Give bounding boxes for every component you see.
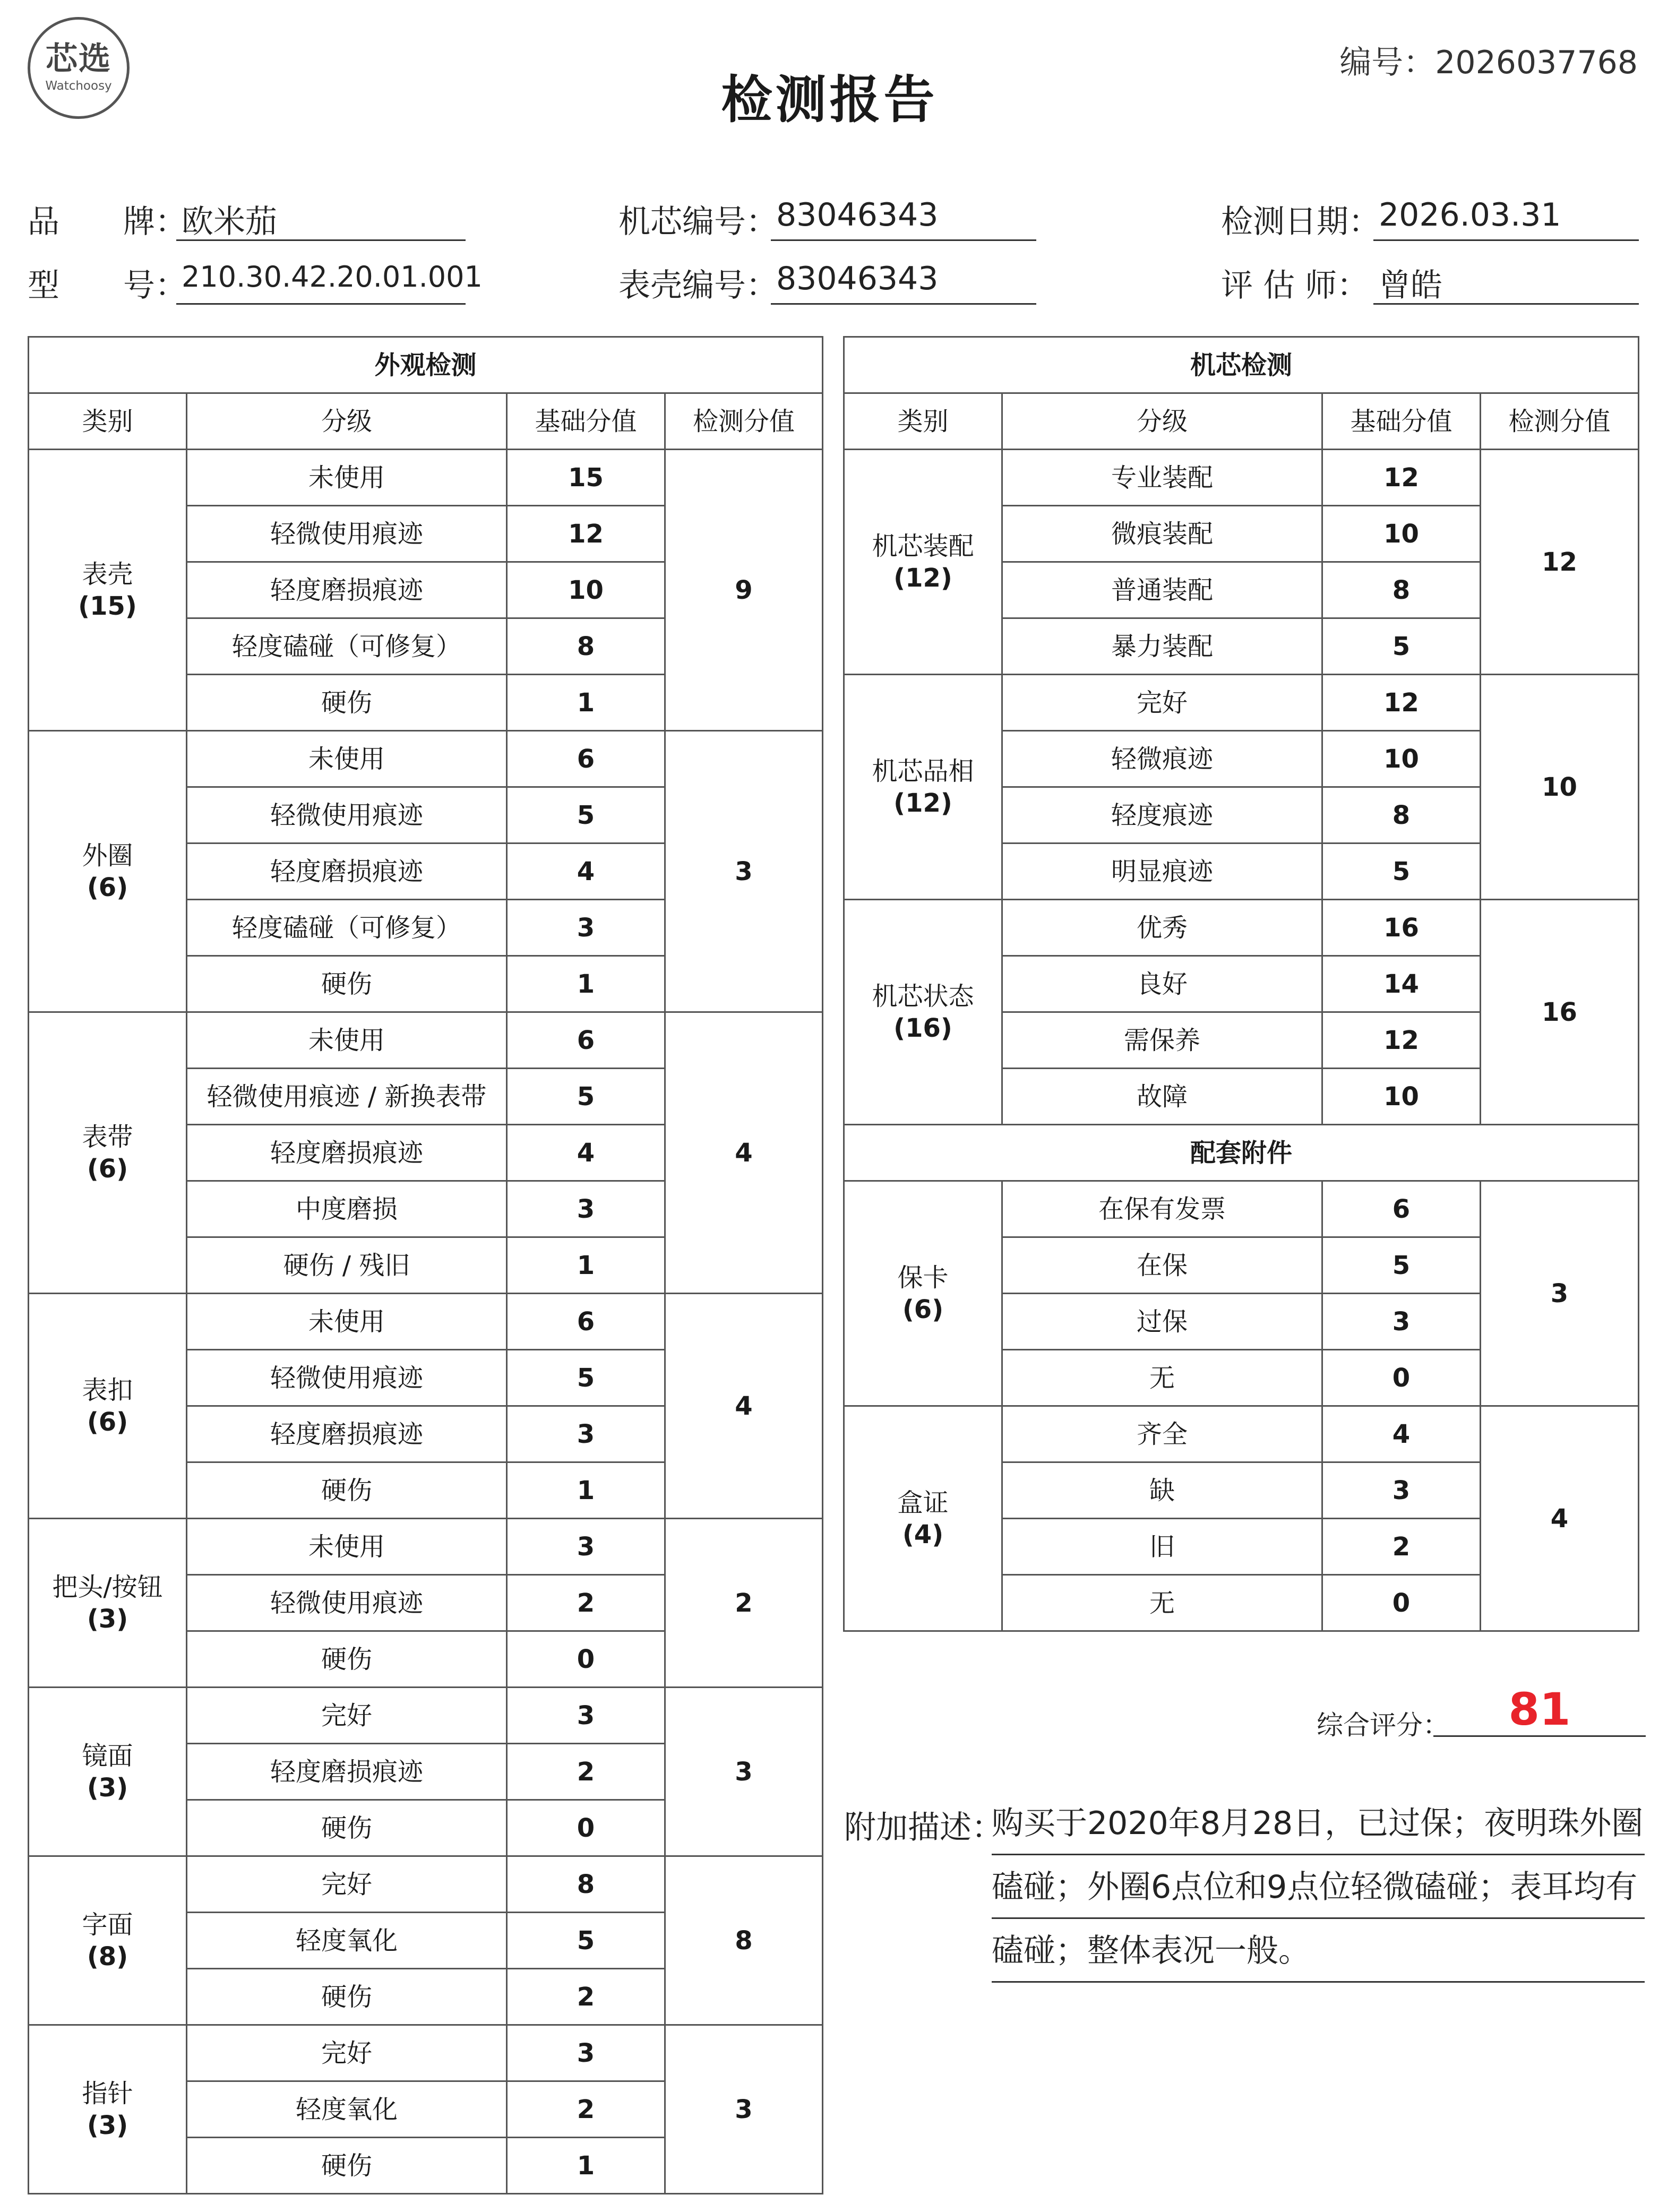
base-score-cell: 10 — [1322, 506, 1481, 562]
date-label: 检测日期： — [1221, 203, 1380, 240]
brand-label: 品 牌： — [28, 203, 187, 240]
category-cell — [29, 731, 187, 1012]
table-row — [29, 731, 823, 787]
base-score-cell: 3 — [507, 2025, 665, 2081]
grade-cell: 硬伤 — [187, 2138, 507, 2194]
grade-cell: 在保 — [1002, 1237, 1322, 1294]
category-name: 盒证 — [897, 1487, 949, 1518]
base-score-cell: 1 — [507, 2138, 665, 2194]
category-max-score: (6) — [87, 872, 128, 902]
detected-score-cell: 3 — [665, 1688, 823, 1856]
description-label: 附加描述： — [844, 1809, 1003, 1846]
grade-cell: 暴力装配 — [1002, 618, 1322, 675]
grade-cell: 轻度磨损痕迹 — [187, 1406, 507, 1462]
base-score-cell: 8 — [507, 1856, 665, 1913]
base-score-cell: 8 — [1322, 562, 1481, 618]
table-title: 机芯检测 — [844, 337, 1639, 393]
grade-cell: 硬伤 — [187, 1969, 507, 2025]
base-score-cell: 3 — [507, 1519, 665, 1575]
table-row — [844, 1406, 1639, 1462]
model-field — [28, 260, 483, 306]
category-cell — [29, 1856, 187, 2025]
detected-score-cell: 3 — [665, 2025, 823, 2194]
category-cell — [844, 675, 1002, 900]
detected-score-cell: 16 — [1481, 900, 1639, 1125]
category-name: 表壳 — [82, 559, 133, 589]
table-row — [844, 675, 1639, 731]
base-score-cell: 6 — [1322, 1181, 1481, 1237]
detected-score-cell: 2 — [665, 1519, 823, 1688]
category-cell — [29, 450, 187, 731]
report-number: 编号：2026037768 — [1339, 44, 1638, 81]
grade-cell: 专业装配 — [1002, 450, 1322, 506]
description-line: 磕碰；整体表况一般。 — [992, 1919, 1645, 1983]
base-score-cell: 16 — [1322, 900, 1481, 956]
base-score-cell: 8 — [507, 618, 665, 675]
model-value: 210.30.42.20.01.001 — [176, 260, 466, 305]
base-score-cell: 6 — [507, 1294, 665, 1350]
detected-score-cell: 9 — [665, 450, 823, 731]
category-name: 指针 — [82, 2078, 133, 2108]
grade-cell: 轻微使用痕迹 — [187, 787, 507, 844]
grade-cell: 轻度磕碰（可修复） — [187, 900, 507, 956]
movement-no-field — [618, 196, 939, 242]
grade-cell: 完好 — [187, 2025, 507, 2081]
base-score-cell: 0 — [1322, 1575, 1481, 1631]
appearance-table — [28, 336, 823, 2194]
category-max-score: (6) — [902, 1294, 944, 1324]
category-name: 镜面 — [82, 1741, 133, 1771]
base-score-cell: 6 — [507, 1012, 665, 1069]
base-score-cell: 3 — [507, 1181, 665, 1237]
grade-cell: 硬伤 — [187, 1462, 507, 1519]
grade-cell: 齐全 — [1002, 1406, 1322, 1462]
grade-cell: 微痕装配 — [1002, 506, 1322, 562]
table-row — [29, 1856, 823, 1913]
category-cell — [29, 1012, 187, 1294]
grade-cell: 轻微使用痕迹 — [187, 506, 507, 562]
base-score-cell: 1 — [507, 956, 665, 1012]
grade-cell: 轻度氧化 — [187, 2081, 507, 2138]
base-score-cell: 15 — [507, 450, 665, 506]
base-score-cell: 5 — [507, 1069, 665, 1125]
grade-cell: 硬伤 — [187, 675, 507, 731]
category-cell — [844, 1406, 1002, 1631]
grade-cell: 需保养 — [1002, 1012, 1322, 1069]
overall-score-value: 81 — [1433, 1683, 1646, 1737]
category-max-score: (6) — [87, 1154, 128, 1184]
grade-cell: 硬伤 — [187, 956, 507, 1012]
base-score-cell: 10 — [507, 562, 665, 618]
category-name: 外圈 — [82, 840, 133, 871]
base-score-cell: 3 — [1322, 1462, 1481, 1519]
base-score-cell: 3 — [507, 1688, 665, 1744]
date-field — [1221, 196, 1561, 242]
date-value: 2026.03.31 — [1373, 196, 1639, 241]
grade-cell: 无 — [1002, 1575, 1322, 1631]
grade-cell: 优秀 — [1002, 900, 1322, 956]
base-score-cell: 2 — [507, 1969, 665, 2025]
case-no-label: 表壳编号： — [618, 267, 778, 304]
base-score-cell: 4 — [507, 844, 665, 900]
grade-cell: 硬伤 — [187, 1800, 507, 1856]
base-score-cell: 5 — [1322, 844, 1481, 900]
model-label: 型 号： — [28, 267, 187, 304]
logo-text-en: Watchoosy — [45, 79, 112, 93]
table-row — [844, 450, 1639, 506]
base-score-cell: 3 — [507, 900, 665, 956]
category-max-score: (8) — [87, 1941, 128, 1972]
category-max-score: (6) — [87, 1407, 128, 1437]
category-cell — [844, 450, 1002, 675]
category-cell — [844, 900, 1002, 1125]
grade-cell: 明显痕迹 — [1002, 844, 1322, 900]
category-header: 类别 — [844, 393, 1002, 450]
grade-cell: 轻度痕迹 — [1002, 787, 1322, 844]
base-score-cell: 6 — [507, 731, 665, 787]
base-score-cell: 3 — [507, 1406, 665, 1462]
category-max-score: (12) — [893, 563, 952, 593]
grade-cell: 故障 — [1002, 1069, 1322, 1125]
table-row — [844, 1125, 1639, 1181]
category-name: 机芯状态 — [872, 981, 974, 1011]
movement-no-label: 机芯编号： — [618, 203, 778, 240]
movement-no-value: 83046343 — [771, 196, 1036, 241]
grade-cell: 未使用 — [187, 1294, 507, 1350]
base-score-cell: 5 — [507, 787, 665, 844]
table-row — [29, 1294, 823, 1350]
grade-cell: 轻度氧化 — [187, 1913, 507, 1969]
base-score-cell: 2 — [507, 1575, 665, 1631]
base-score-cell: 2 — [1322, 1519, 1481, 1575]
case-no-field — [618, 260, 939, 306]
detected-score-cell: 4 — [1481, 1406, 1639, 1631]
table-row — [29, 393, 823, 450]
table-title: 外观检测 — [29, 337, 823, 393]
grade-header: 分级 — [1002, 393, 1322, 450]
table-row — [29, 2025, 823, 2081]
base-score-cell: 1 — [507, 1462, 665, 1519]
grade-cell: 完好 — [187, 1856, 507, 1913]
table-row — [29, 1519, 823, 1575]
grade-cell: 轻度磨损痕迹 — [187, 1125, 507, 1181]
logo-text-cn: 芯选 — [46, 40, 111, 78]
base-score-cell: 0 — [1322, 1350, 1481, 1406]
description-line: 购买于2020年8月28日，已过保；夜明珠外圈 — [992, 1792, 1645, 1855]
grade-cell: 完好 — [187, 1688, 507, 1744]
detected-score-cell: 4 — [665, 1012, 823, 1294]
description-line: 磕碰；外圈6点位和9点位轻微磕碰；表耳均有 — [992, 1855, 1645, 1919]
grade-cell: 旧 — [1002, 1519, 1322, 1575]
grade-cell: 轻度磨损痕迹 — [187, 844, 507, 900]
detected-score-cell: 3 — [1481, 1181, 1639, 1406]
base-score-cell: 12 — [507, 506, 665, 562]
detected-score-cell: 10 — [1481, 675, 1639, 900]
table-row — [29, 337, 823, 393]
base-score-cell: 12 — [1322, 1012, 1481, 1069]
grade-cell: 未使用 — [187, 731, 507, 787]
base-score-cell: 5 — [1322, 618, 1481, 675]
base-score-cell: 2 — [507, 2081, 665, 2138]
base-score-cell: 10 — [1322, 731, 1481, 787]
grade-cell: 在保有发票 — [1002, 1181, 1322, 1237]
grade-cell: 轻微痕迹 — [1002, 731, 1322, 787]
category-max-score: (12) — [893, 788, 952, 818]
category-cell — [29, 1294, 187, 1519]
base-score-cell: 10 — [1322, 1069, 1481, 1125]
table-row — [844, 337, 1639, 393]
detected-score-header: 检测分值 — [665, 393, 823, 450]
base-score-cell: 4 — [1322, 1406, 1481, 1462]
base-score-cell: 0 — [507, 1800, 665, 1856]
base-score-cell: 1 — [507, 1237, 665, 1294]
base-score-header: 基础分值 — [507, 393, 665, 450]
case-no-value: 83046343 — [771, 260, 1036, 305]
table-row — [844, 1181, 1639, 1237]
grade-cell: 轻度磕碰（可修复） — [187, 618, 507, 675]
table-row — [844, 900, 1639, 956]
category-max-score: (3) — [87, 1604, 128, 1634]
category-name: 把头/按钮 — [52, 1572, 163, 1602]
grade-cell: 轻微使用痕迹 / 新换表带 — [187, 1069, 507, 1125]
base-score-cell: 1 — [507, 675, 665, 731]
grade-cell: 缺 — [1002, 1462, 1322, 1519]
appraiser-field — [1221, 260, 1442, 306]
detected-score-cell: 12 — [1481, 450, 1639, 675]
category-cell — [29, 1688, 187, 1856]
category-cell — [844, 1181, 1002, 1406]
grade-cell: 轻微使用痕迹 — [187, 1350, 507, 1406]
brand-field — [28, 196, 277, 242]
base-score-cell: 2 — [507, 1744, 665, 1800]
table-row — [29, 1012, 823, 1069]
grade-cell: 轻度磨损痕迹 — [187, 1744, 507, 1800]
table-row — [844, 393, 1639, 450]
appraiser-value: 曾皓 — [1373, 260, 1639, 305]
table-row — [29, 450, 823, 506]
base-score-cell: 0 — [507, 1631, 665, 1688]
base-score-cell: 5 — [507, 1350, 665, 1406]
category-header: 类别 — [29, 393, 187, 450]
page-title: 检测报告 — [721, 70, 938, 130]
detected-score-cell: 3 — [665, 731, 823, 1012]
category-name: 机芯装配 — [872, 531, 974, 561]
detected-score-cell: 4 — [665, 1294, 823, 1519]
base-score-cell: 3 — [1322, 1294, 1481, 1350]
table-row — [29, 1688, 823, 1744]
category-name: 机芯品相 — [872, 756, 974, 786]
brand-value: 欧米茄 — [176, 196, 466, 241]
grade-cell: 未使用 — [187, 1012, 507, 1069]
grade-cell: 硬伤 / 残旧 — [187, 1237, 507, 1294]
category-max-score: (16) — [893, 1013, 952, 1043]
accessories-title: 配套附件 — [844, 1125, 1639, 1181]
category-name: 保卡 — [897, 1262, 949, 1293]
grade-cell: 轻微使用痕迹 — [187, 1575, 507, 1631]
category-cell — [29, 2025, 187, 2194]
overall-score-label: 综合评分： — [1317, 1710, 1449, 1741]
detected-score-header: 检测分值 — [1481, 393, 1639, 450]
category-max-score: (3) — [87, 1772, 128, 1803]
grade-cell: 中度磨损 — [187, 1181, 507, 1237]
detected-score-cell: 8 — [665, 1856, 823, 2025]
grade-cell: 良好 — [1002, 956, 1322, 1012]
grade-cell: 过保 — [1002, 1294, 1322, 1350]
category-max-score: (4) — [902, 1519, 944, 1550]
grade-cell: 未使用 — [187, 450, 507, 506]
category-name: 字面 — [82, 1909, 133, 1940]
category-cell — [29, 1519, 187, 1688]
base-score-cell: 12 — [1322, 450, 1481, 506]
movement-table — [843, 336, 1639, 1632]
grade-cell: 无 — [1002, 1350, 1322, 1406]
base-score-cell: 14 — [1322, 956, 1481, 1012]
grade-cell: 硬伤 — [187, 1631, 507, 1688]
base-score-cell: 5 — [507, 1913, 665, 1969]
grade-cell: 未使用 — [187, 1519, 507, 1575]
base-score-cell: 5 — [1322, 1237, 1481, 1294]
category-max-score: (3) — [87, 2110, 128, 2140]
base-score-header: 基础分值 — [1322, 393, 1481, 450]
grade-header: 分级 — [187, 393, 507, 450]
base-score-cell: 4 — [507, 1125, 665, 1181]
category-name: 表带 — [82, 1122, 133, 1152]
grade-cell: 轻度磨损痕迹 — [187, 562, 507, 618]
appraiser-label: 评 估 师： — [1221, 267, 1369, 304]
grade-cell: 完好 — [1002, 675, 1322, 731]
grade-cell: 普通装配 — [1002, 562, 1322, 618]
category-name: 表扣 — [82, 1375, 133, 1405]
base-score-cell: 8 — [1322, 787, 1481, 844]
category-max-score: (15) — [78, 591, 137, 621]
base-score-cell: 12 — [1322, 675, 1481, 731]
